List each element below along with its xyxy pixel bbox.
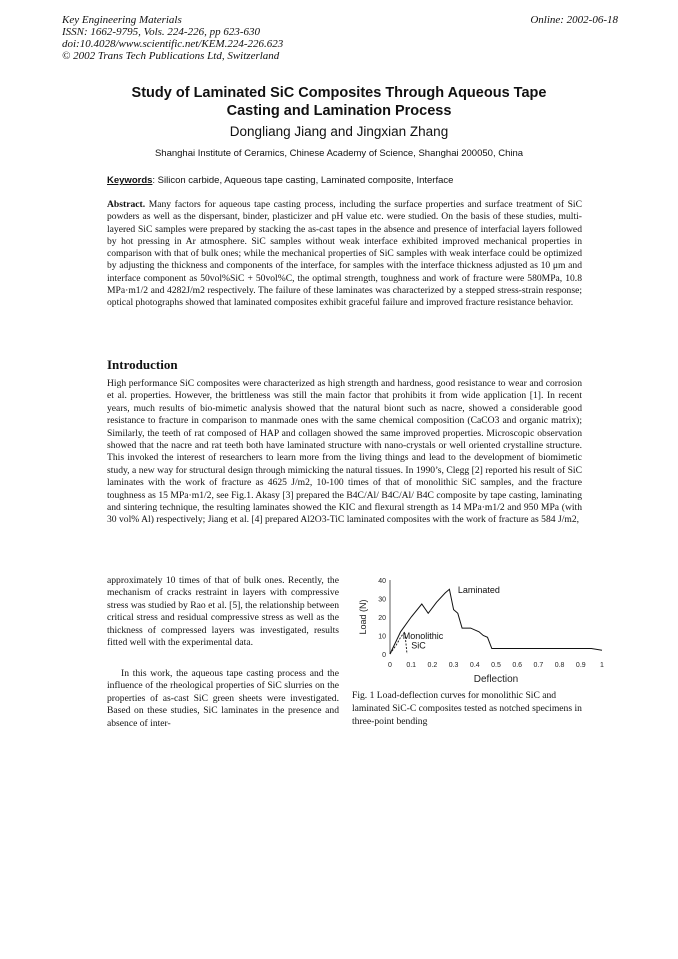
annotation-label: Laminated bbox=[457, 584, 500, 595]
keywords-label: Keywords bbox=[107, 175, 153, 186]
x-tick-label: 0.5 bbox=[491, 662, 501, 669]
x-tick-label: 0.1 bbox=[406, 662, 417, 669]
x-tick-label: 0.6 bbox=[512, 662, 523, 669]
authors: Dongliang Jiang and Jingxian Zhang bbox=[229, 124, 449, 139]
annotation-label: SiC bbox=[411, 640, 426, 651]
issn: ISSN: 1662-9795, Vols. 224-226, pp 623-630 bbox=[62, 26, 260, 38]
title-line-1: Study of Laminated SiC Composites Through Aqueous Tape bbox=[131, 85, 547, 101]
abstract-text: Many factors for aqueous tape casting process, including the surface properties and surface treatment of SiC powders as well as the dispersant, binder, plasticizer and pH value etc. were studied. On the basis of these studies, multi-layered SiC samples were prepared by stacking the as-cast tapes in the absence and presence of interfacial layers followed by hot pressing in Ar atmosphere. SiC samples without weak interface exhibited improved mechanical properties in comparison with that of bulk ones; while the mechanical properties of SiC samples with weak interface could be optimized by adjusting the thickness and components of the interface, for samples with the interface thickness adjusted as 10 μm and interface component as 50vol%SiC + 50vol%C, the optimal strength, toughness and work of fracture were 580MPa, 10.8 MPa·m1/2 and 4282J/m2 respectively. The failure of these laminates was characterized by a stepped stress-strain response; optical photographs showed that laminated composites exhibit graceful failure and improved fracture resistance behavior. bbox=[107, 199, 582, 309]
affiliation: Shanghai Institute of Ceramics, Chinese Academy of Science, Shanghai 200050, China bbox=[154, 148, 524, 159]
x-tick-label: 0 bbox=[388, 662, 392, 669]
y-tick-label: 20 bbox=[378, 615, 386, 622]
annotation-label: Monolithic bbox=[402, 631, 444, 642]
y-tick-label: 40 bbox=[378, 578, 386, 585]
copyright: © 2002 Trans Tech Publications Ltd, Switzerland bbox=[62, 50, 280, 62]
intro-paragraph-1: High performance SiC composites were characterized as high strength and hardness, good resistance to wear and corrosion et al. properties. However, the brittleness was still the main factor that prohibits it from wide application [1]. In recent years, much results of bio-mimetic analysis showed that the natural biont such as nacre, showed a considerable good resistance to fracture in comparison to manmade ones with the same chemical composition (CaCO3 and organic matrix); Similarly, the teeth of rat composed of HAP and collagen showed the same improved properties. Microscopic observation showed that the nacre and rat teeth both have laminated structure with nano-crystals or well oriented crystalline structure. This invoked the interest of researchers to learn more from the living things and lead to the development of biomimetic study, a new way for structural design through mimicking the natural tissues. In 1990’s, Clegg [2] reported his result of SiC laminates with the work of fracture as 4625 J/m2, 10-100 times of that of monolithic SiC samples, and the fracture toughness as 15 MPa·m1/2, see Fig.1. Akasy [3] prepared the B4C/Al/ B4C/Al/ B4C composite by tape casting, laminating and sintering technique, the resulting laminates showed the KIC and flexural strength as 14 MPa·m1/2 and 950 MPa (with 30 vol% Al) respectively; Jiang et al. [4] prepared Al2O3-TiC laminated composites with the work of fracture as 584 J/m2, bbox=[107, 378, 582, 526]
abstract bbox=[107, 199, 582, 310]
keywords bbox=[107, 175, 453, 186]
online-date: Online: 2002-06-18 bbox=[530, 14, 618, 26]
x-tick-label: 0.2 bbox=[427, 662, 438, 669]
x-axis-label: Deflection bbox=[473, 674, 519, 684]
journal-header bbox=[62, 14, 283, 62]
y-axis-label: Load (N) bbox=[358, 599, 368, 635]
y-tick-label: 0 bbox=[382, 652, 386, 659]
keywords-text: : Silicon carbide, Aqueous tape casting, Laminated composite, Interface bbox=[152, 175, 454, 186]
section-heading-introduction: Introduction bbox=[107, 357, 178, 372]
intro-paragraph-3: In this work, the aqueous tape casting process and the influence of the rheological properties of SiC slurries on the properties of as-cast SiC green sheets were investigated. Based on these studies, SiC laminates in the presence and absence of inter- bbox=[107, 668, 339, 729]
x-tick-label: 0.9 bbox=[575, 662, 586, 669]
x-tick-label: 0.8 bbox=[554, 662, 565, 669]
paper-title bbox=[60, 84, 618, 120]
x-tick-label: 0.3 bbox=[448, 662, 459, 669]
journal-name: Key Engineering Materials bbox=[62, 14, 182, 26]
abstract-label: Abstract. bbox=[107, 199, 146, 210]
intro-paragraph-2: approximately 10 times of that of bulk ones. Recently, the mechanism of cracks restraint in layers with compressive stress was studied by Rao et al. [5], the relationship between critical stress and residual compressive stress as well as the thickness of compressed layers was investigated, results fitted well with the experimental data. bbox=[107, 575, 339, 649]
y-tick-label: 10 bbox=[378, 633, 386, 641]
load-deflection-chart bbox=[352, 574, 622, 684]
x-tick-label: 0.4 bbox=[469, 662, 480, 669]
figure-1 bbox=[352, 574, 622, 684]
doi: doi:10.4028/www.scientific.net/KEM.224-226.623 bbox=[62, 38, 284, 50]
x-tick-label: 0.7 bbox=[533, 662, 544, 669]
y-tick-label: 30 bbox=[378, 596, 386, 604]
x-tick-label: 1 bbox=[600, 662, 604, 669]
title-line-2: Casting and Lamination Process bbox=[226, 103, 452, 119]
figure-caption: Fig. 1 Load-deflection curves for monolithic SiC and laminated SiC-C composites tested as notched specimens in three-point bending bbox=[352, 690, 582, 727]
